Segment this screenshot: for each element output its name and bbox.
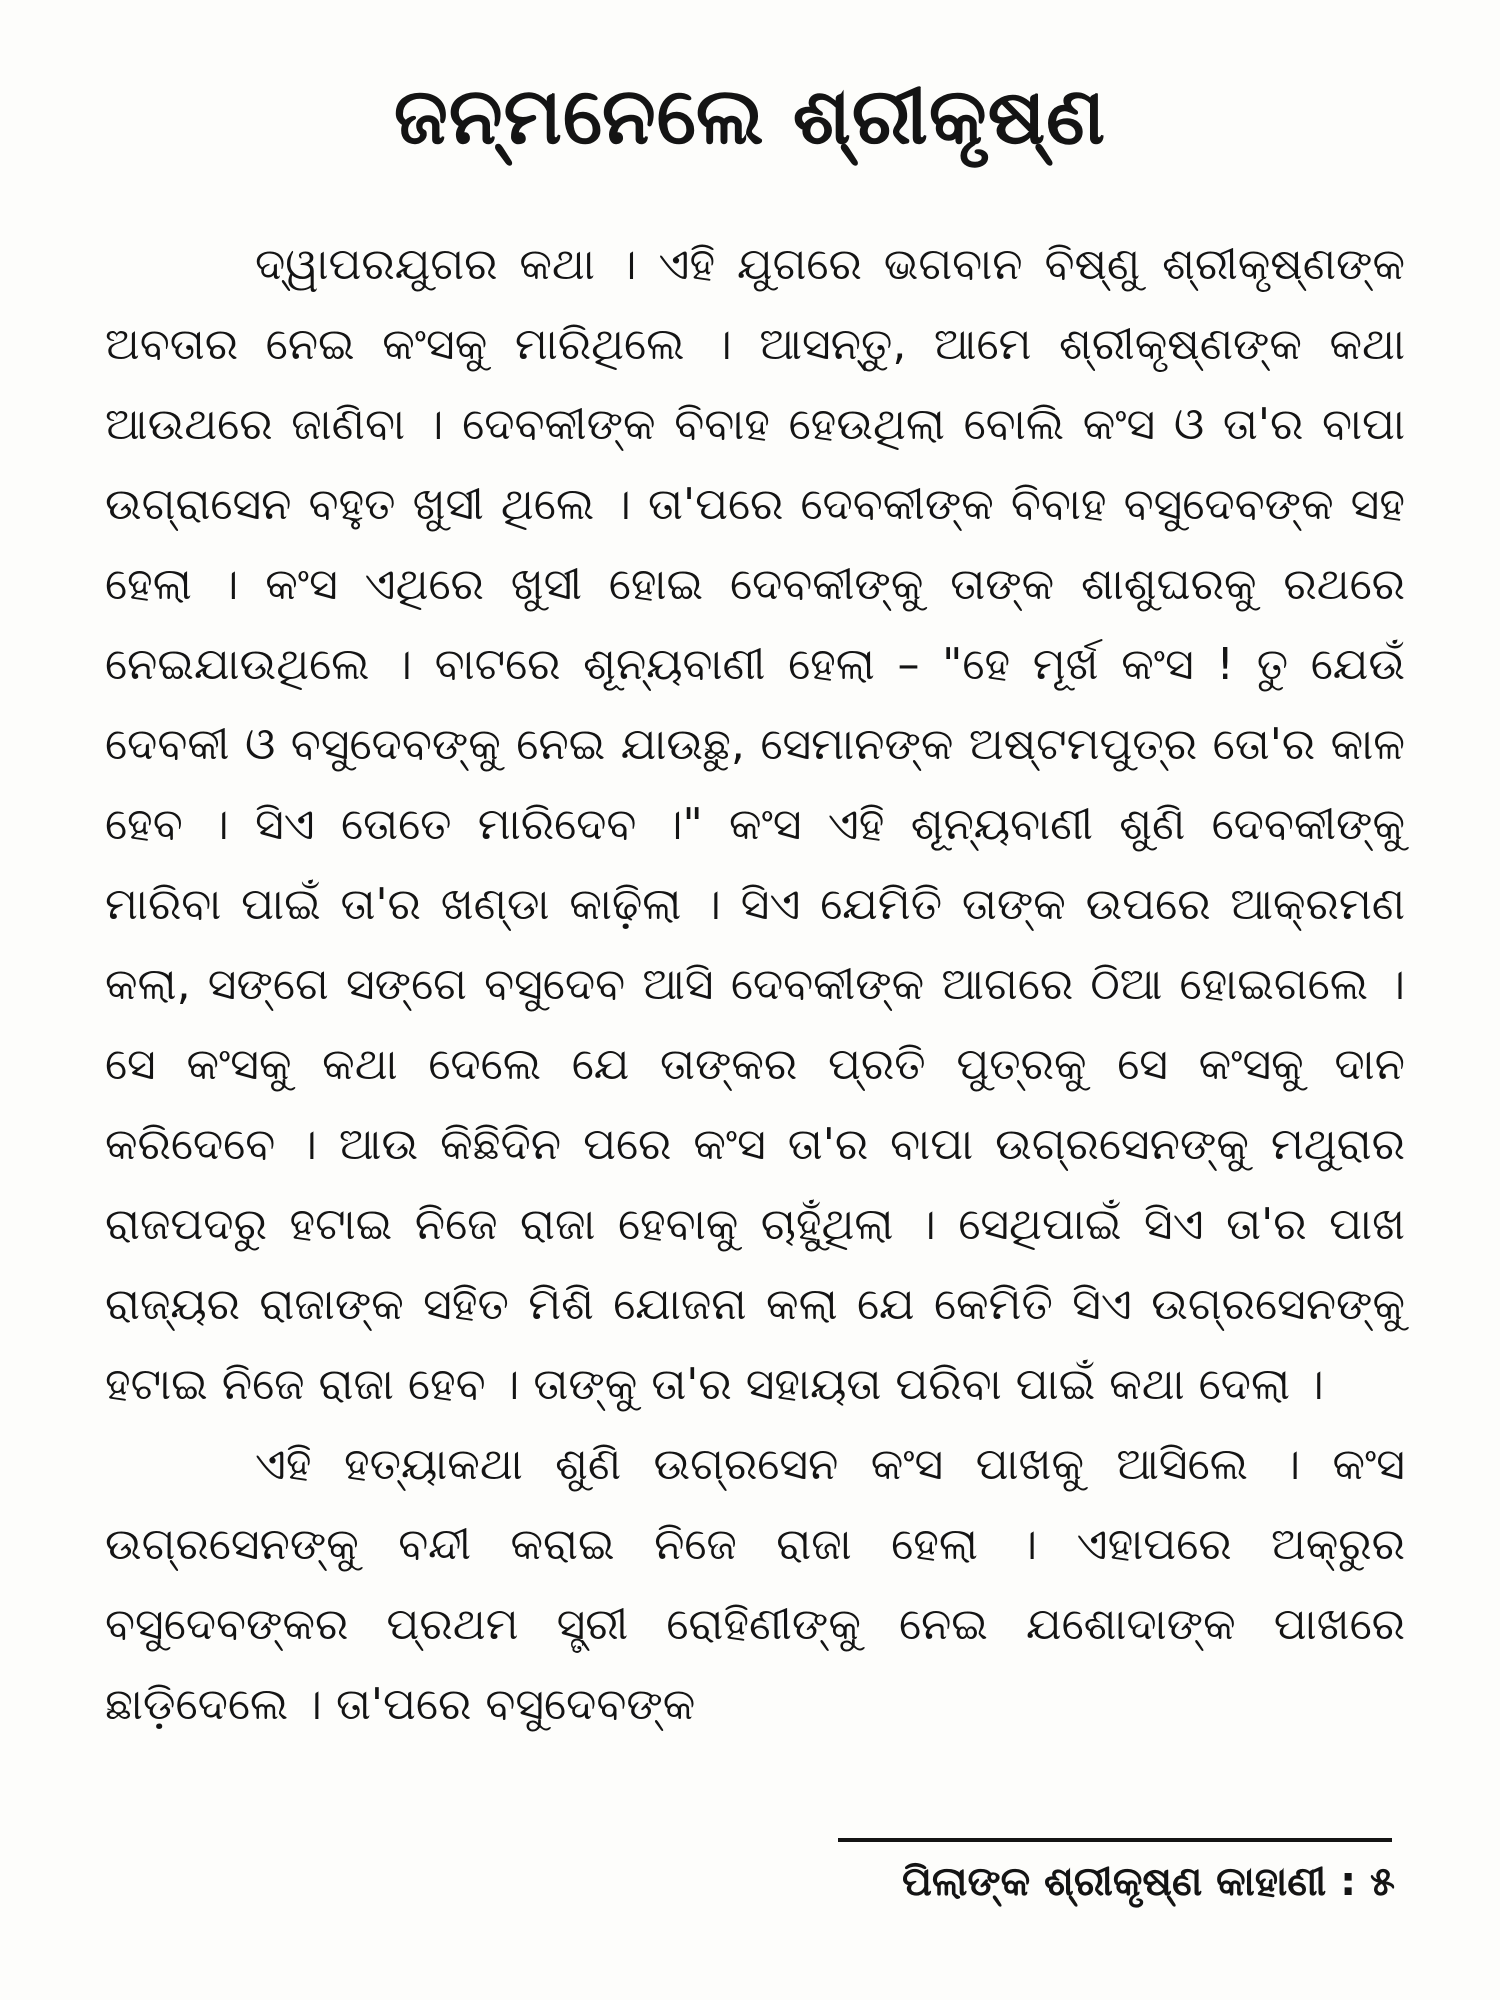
- paragraph-2: ଏହି ହତ୍ୟାକଥା ଶୁଣି ଉଗ୍ରସେନ କଂସ ପାଖକୁ ଆସିଲେ । କଂସ ଉଗ୍ରସେନଙ୍କୁ ବନ୍ଦୀ କରାଇ ନିଜେ ରାଜା ହେଲା । ଏହାପରେ ଅକ୍ରୁର ବସୁଦେବଙ୍କର ପ୍ରଥମ ସ୍ତ୍ରୀ ରୋହିଣୀଙ୍କୁ ନେଇ ଯଶୋଦାଙ୍କ ପାଖରେ ଛାଡ଼ିଦେଲେ । ତା'ପରେ ବସୁଦେବଙ୍କ: [105, 1439, 1405, 1730]
- paragraph-1: ଦ୍ୱାପରଯୁଗର କଥା । ଏହି ଯୁଗରେ ଭଗବାନ ବିଷ୍ଣୁ ଶ୍ରୀକୃଷ୍ଣଙ୍କ ଅବତାର ନେଇ କଂସକୁ ମାରିଥିଲେ । ଆସନ୍ତୁ, ଆମେ ଶ୍ରୀକୃଷ୍ଣଙ୍କ କଥା ଆଉଥରେ ଜାଣିବା । ଦେବକୀଙ୍କ ବିବାହ ହେଉଥିଲା ବୋଲି କଂସ ଓ ତା'ର ବାପା ଉଗ୍ରାସେନ ବହୁତ ଖୁସୀ ଥିଲେ । ତା'ପରେ ଦେବକୀଙ୍କ ବିବାହ ବସୁଦେବଙ୍କ ସହ ହେଲା । କଂସ ଏଥିରେ ଖୁସୀ ହୋଇ ଦେବକୀଙ୍କୁ ତାଙ୍କ ଶାଶୁଘରକୁ ରଥରେ ନେଇଯାଉଥିଲେ । ବାଟରେ ଶୂନ୍ୟବାଣୀ ହେଲା – "ହେ ମୂର୍ଖ କଂସ ! ତୁ ଯେଉଁ ଦେବକୀ ଓ ବସୁଦେବଙ୍କୁ ନେଇ ଯାଉଛୁ, ସେମାନଙ୍କ ଅଷ୍ଟମପୁତ୍ର ତୋ'ର କାଳ ହେବ । ସିଏ ତୋତେ ମାରିଦେବ ।" କଂସ ଏହି ଶୂନ୍ୟବାଣୀ ଶୁଣି ଦେବକୀଙ୍କୁ ମାରିବା ପାଇଁ ତା'ର ଖଣ୍ଡା କାଢ଼ିଲା । ସିଏ ଯେମିତି ତାଙ୍କ ଉପରେ ଆକ୍ରମଣ କଲା, ସଙ୍ଗେ ସଙ୍ଗେ ବସୁଦେବ ଆସି ଦେବକୀଙ୍କ ଆଗରେ ଠିଆ ହୋଇଗଲେ । ସେ କଂସକୁ କଥା ଦେଲେ ଯେ ତାଙ୍କର ପ୍ରତି ପୁତ୍ରକୁ ସେ କଂସକୁ ଦାନ କରିଦେବେ । ଆଉ କିଛିଦିନ ପରେ କଂସ ତା'ର ବାପା ଉଗ୍ରସେନଙ୍କୁ ମଥୁରାର ରାଜପଦରୁ ହଟାଇ ନିଜେ ରାଜା ହେବାକୁ ଚାହୁଁଥିଲା । ସେଥିପାଇଁ ସିଏ ତା'ର ପାଖ ରାଜ୍ୟର ରାଜାଙ୍କ ସହିତ ମିଶି ଯୋଜନା କଲା ଯେ କେମିତି ସିଏ ଉଗ୍ରସେନଙ୍କୁ ହଟାଇ ନିଜେ ରାଜା ହେବ । ତାଙ୍କୁ ତା'ର ସହାୟତା ପରିବା ପାଇଁ କଥା ଦେଲା ।: [105, 239, 1405, 1410]
- body-text: [105, 225, 1405, 1745]
- footer-divider: [838, 1838, 1392, 1842]
- chapter-title: ଜନ୍ମନେଲେ ଶ୍ରୀକୃଷ୍ଣ: [393, 72, 1107, 162]
- footer-book-title-page-number: ପିଲାଙ୍କ ଶ୍ରୀକୃଷ୍ଣ କାହାଣୀ : ୫: [902, 1859, 1395, 1905]
